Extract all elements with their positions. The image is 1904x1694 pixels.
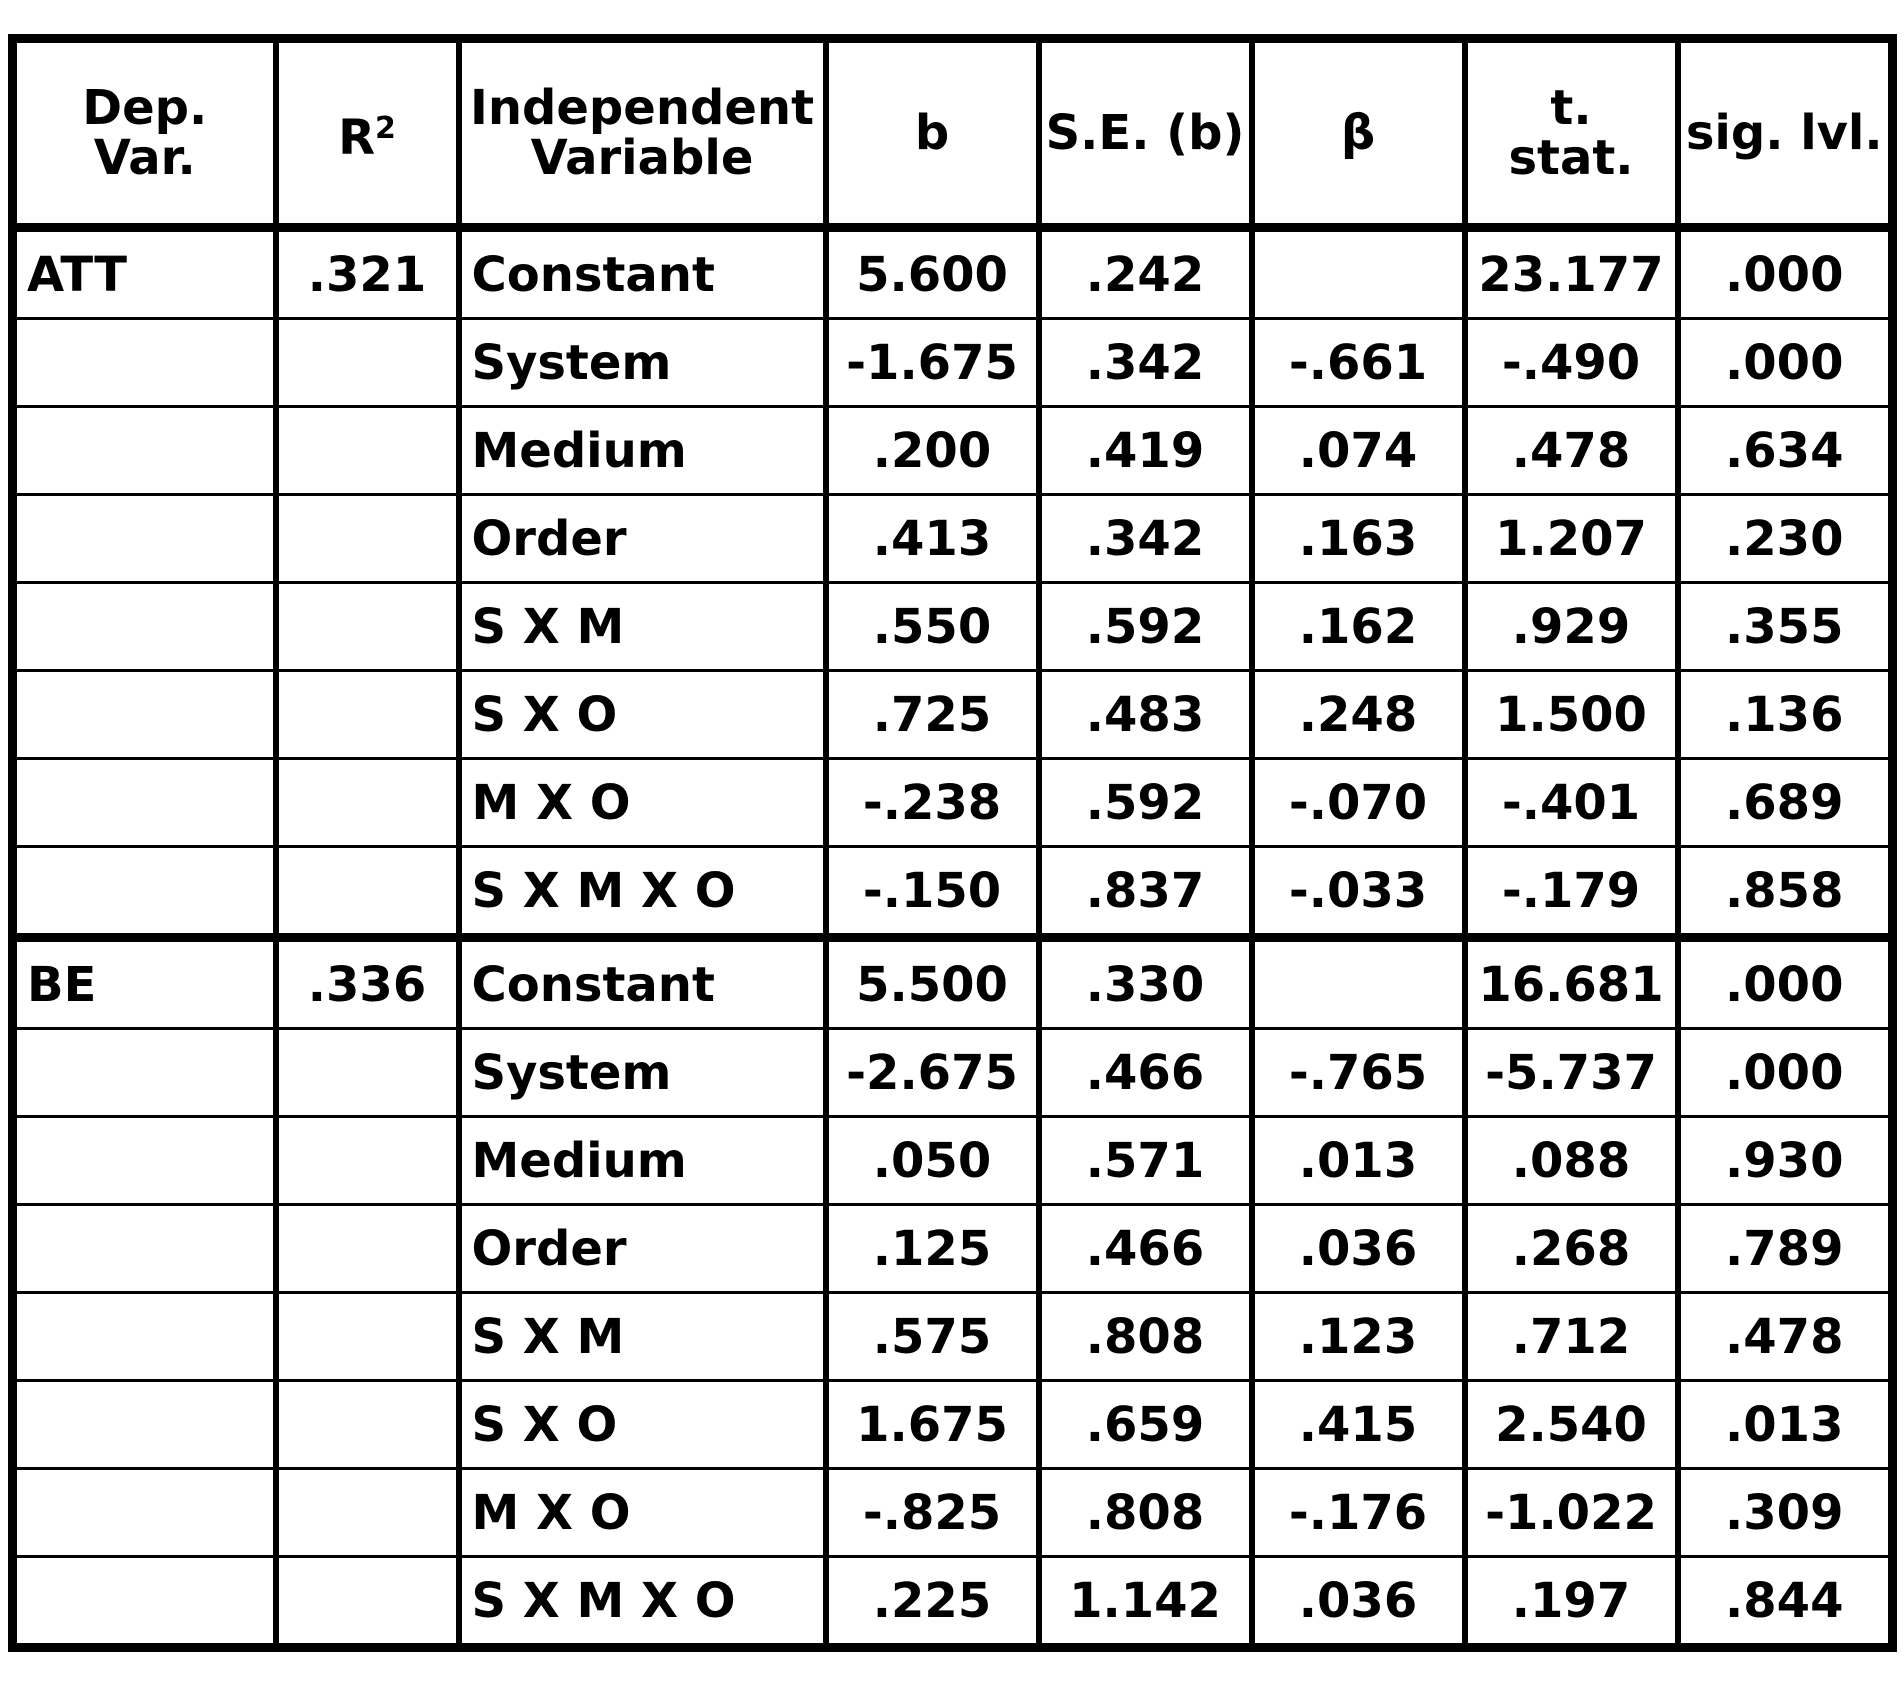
b-cell: .125 xyxy=(826,1205,1039,1293)
sig-lvl-cell: .136 xyxy=(1678,671,1893,759)
t-stat-cell: .929 xyxy=(1465,583,1678,671)
header-dep-var-line-2: Var. xyxy=(93,130,196,186)
sig-lvl-cell: .000 xyxy=(1678,1029,1893,1117)
se-b-cell: .466 xyxy=(1039,1029,1252,1117)
header-sig-lvl-label: sig. lvl. xyxy=(1685,105,1883,161)
table-row xyxy=(13,1117,1893,1205)
table-header xyxy=(13,39,1893,228)
independent-variable-cell: System xyxy=(459,319,826,407)
header-t-stat-line-2: stat. xyxy=(1508,130,1634,186)
se-b-cell: .808 xyxy=(1039,1469,1252,1557)
t-stat-cell: -5.737 xyxy=(1465,1029,1678,1117)
b-cell: .550 xyxy=(826,583,1039,671)
header-independent-variable-line-2: Variable xyxy=(530,130,754,186)
sig-lvl-cell: .844 xyxy=(1678,1557,1893,1648)
t-stat-cell: .197 xyxy=(1465,1557,1678,1648)
t-stat-cell: -.179 xyxy=(1465,847,1678,938)
r2-cell xyxy=(276,671,459,759)
header-sig-lvl xyxy=(1678,39,1893,228)
dep-var-cell xyxy=(13,583,276,671)
independent-variable-cell: Order xyxy=(459,1205,826,1293)
b-cell: .050 xyxy=(826,1117,1039,1205)
t-stat-cell: 16.681 xyxy=(1465,938,1678,1029)
table-row xyxy=(13,1381,1893,1469)
independent-variable-cell: System xyxy=(459,1029,826,1117)
independent-variable-cell: M X O xyxy=(459,1469,826,1557)
header-r2 xyxy=(276,39,459,228)
beta-cell xyxy=(1252,228,1465,319)
se-b-cell: .466 xyxy=(1039,1205,1252,1293)
dep-var-cell xyxy=(13,1117,276,1205)
se-b-cell: .837 xyxy=(1039,847,1252,938)
se-b-cell: .483 xyxy=(1039,671,1252,759)
sig-lvl-cell: .689 xyxy=(1678,759,1893,847)
dep-var-cell xyxy=(13,1381,276,1469)
table-row xyxy=(13,847,1893,938)
independent-variable-cell: Constant xyxy=(459,228,826,319)
table-row xyxy=(13,938,1893,1029)
header-t-stat xyxy=(1465,39,1678,228)
dep-var-cell xyxy=(13,1029,276,1117)
sig-lvl-cell: .634 xyxy=(1678,407,1893,495)
b-cell: .225 xyxy=(826,1557,1039,1648)
sig-lvl-cell: .013 xyxy=(1678,1381,1893,1469)
table-row xyxy=(13,759,1893,847)
se-b-cell: .808 xyxy=(1039,1293,1252,1381)
sig-lvl-cell: .230 xyxy=(1678,495,1893,583)
beta-cell: -.033 xyxy=(1252,847,1465,938)
beta-cell xyxy=(1252,938,1465,1029)
independent-variable-cell: S X O xyxy=(459,1381,826,1469)
table-row xyxy=(13,228,1893,319)
sig-lvl-cell: .930 xyxy=(1678,1117,1893,1205)
b-cell: .413 xyxy=(826,495,1039,583)
se-b-cell: .592 xyxy=(1039,759,1252,847)
t-stat-cell: -.401 xyxy=(1465,759,1678,847)
table-row xyxy=(13,1557,1893,1648)
dep-var-cell xyxy=(13,847,276,938)
r2-cell xyxy=(276,319,459,407)
table-row xyxy=(13,1205,1893,1293)
sig-lvl-cell: .000 xyxy=(1678,319,1893,407)
se-b-cell: .571 xyxy=(1039,1117,1252,1205)
independent-variable-cell: Constant xyxy=(459,938,826,1029)
header-independent-variable-line-1: Independent xyxy=(469,80,815,136)
t-stat-cell: 2.540 xyxy=(1465,1381,1678,1469)
table-row xyxy=(13,1029,1893,1117)
dep-var-cell: BE xyxy=(13,938,276,1029)
beta-cell: -.070 xyxy=(1252,759,1465,847)
header-se-b-label: S.E. (b) xyxy=(1045,105,1245,161)
header-beta-label: β xyxy=(1340,105,1376,161)
table-row xyxy=(13,583,1893,671)
r2-cell xyxy=(276,759,459,847)
b-cell: -.825 xyxy=(826,1469,1039,1557)
table-row xyxy=(13,671,1893,759)
r2-cell xyxy=(276,1381,459,1469)
header-beta xyxy=(1252,39,1465,228)
t-stat-cell: .268 xyxy=(1465,1205,1678,1293)
t-stat-cell: -.490 xyxy=(1465,319,1678,407)
dep-var-cell xyxy=(13,1557,276,1648)
header-b xyxy=(826,39,1039,228)
sig-lvl-cell: .355 xyxy=(1678,583,1893,671)
beta-cell: .163 xyxy=(1252,495,1465,583)
independent-variable-cell: Medium xyxy=(459,1117,826,1205)
r2-cell: .336 xyxy=(276,938,459,1029)
dep-var-cell xyxy=(13,407,276,495)
table-row xyxy=(13,319,1893,407)
beta-cell: -.661 xyxy=(1252,319,1465,407)
b-cell: -1.675 xyxy=(826,319,1039,407)
beta-cell: .036 xyxy=(1252,1557,1465,1648)
table-row xyxy=(13,1293,1893,1381)
r2-cell xyxy=(276,495,459,583)
dep-var-cell xyxy=(13,671,276,759)
header-b-label: b xyxy=(914,105,950,161)
dep-var-cell xyxy=(13,759,276,847)
r2-cell xyxy=(276,1205,459,1293)
se-b-cell: .342 xyxy=(1039,495,1252,583)
independent-variable-cell: Medium xyxy=(459,407,826,495)
t-stat-cell: .712 xyxy=(1465,1293,1678,1381)
beta-cell: .036 xyxy=(1252,1205,1465,1293)
b-cell: 1.675 xyxy=(826,1381,1039,1469)
se-b-cell: .592 xyxy=(1039,583,1252,671)
r2-cell xyxy=(276,847,459,938)
se-b-cell: 1.142 xyxy=(1039,1557,1252,1648)
beta-cell: .074 xyxy=(1252,407,1465,495)
b-cell: .725 xyxy=(826,671,1039,759)
independent-variable-cell: Order xyxy=(459,495,826,583)
r2-cell xyxy=(276,1029,459,1117)
dep-var-cell xyxy=(13,1293,276,1381)
se-b-cell: .330 xyxy=(1039,938,1252,1029)
header-t-stat-line-1: t. xyxy=(1550,80,1592,136)
header-se-b xyxy=(1039,39,1252,228)
r2-cell: .321 xyxy=(276,228,459,319)
t-stat-cell: -1.022 xyxy=(1465,1469,1678,1557)
b-cell: .575 xyxy=(826,1293,1039,1381)
table-row xyxy=(13,1469,1893,1557)
table-body xyxy=(13,228,1893,1648)
sig-lvl-cell: .858 xyxy=(1678,847,1893,938)
r2-cell xyxy=(276,1117,459,1205)
header-r2-base: R xyxy=(338,109,376,166)
r2-cell xyxy=(276,407,459,495)
header-dep-var-line-1: Dep. xyxy=(82,80,208,136)
b-cell: 5.600 xyxy=(826,228,1039,319)
sig-lvl-cell: .000 xyxy=(1678,228,1893,319)
sig-lvl-cell: .000 xyxy=(1678,938,1893,1029)
beta-cell: .248 xyxy=(1252,671,1465,759)
header-independent-variable xyxy=(459,39,826,228)
independent-variable-cell: M X O xyxy=(459,759,826,847)
independent-variable-cell: S X M X O xyxy=(459,847,826,938)
t-stat-cell: 23.177 xyxy=(1465,228,1678,319)
r2-cell xyxy=(276,1469,459,1557)
se-b-cell: .659 xyxy=(1039,1381,1252,1469)
independent-variable-cell: S X M X O xyxy=(459,1557,826,1648)
beta-cell: -.176 xyxy=(1252,1469,1465,1557)
regression-table xyxy=(8,34,1897,1652)
beta-cell: .415 xyxy=(1252,1381,1465,1469)
se-b-cell: .242 xyxy=(1039,228,1252,319)
header-row xyxy=(13,39,1893,228)
dep-var-cell xyxy=(13,1469,276,1557)
beta-cell: -.765 xyxy=(1252,1029,1465,1117)
header-dep-var xyxy=(13,39,276,228)
dep-var-cell xyxy=(13,319,276,407)
dep-var-cell xyxy=(13,495,276,583)
independent-variable-cell: S X M xyxy=(459,1293,826,1381)
b-cell: .200 xyxy=(826,407,1039,495)
sig-lvl-cell: .789 xyxy=(1678,1205,1893,1293)
beta-cell: .123 xyxy=(1252,1293,1465,1381)
b-cell: -2.675 xyxy=(826,1029,1039,1117)
independent-variable-cell: S X M xyxy=(459,583,826,671)
b-cell: -.150 xyxy=(826,847,1039,938)
independent-variable-cell: S X O xyxy=(459,671,826,759)
b-cell: 5.500 xyxy=(826,938,1039,1029)
dep-var-cell: ATT xyxy=(13,228,276,319)
beta-cell: .162 xyxy=(1252,583,1465,671)
t-stat-cell: 1.500 xyxy=(1465,671,1678,759)
sig-lvl-cell: .478 xyxy=(1678,1293,1893,1381)
se-b-cell: .342 xyxy=(1039,319,1252,407)
sig-lvl-cell: .309 xyxy=(1678,1469,1893,1557)
r2-cell xyxy=(276,1557,459,1648)
header-r2-superscript: 2 xyxy=(375,110,396,146)
t-stat-cell: .088 xyxy=(1465,1117,1678,1205)
r2-cell xyxy=(276,1293,459,1381)
dep-var-cell xyxy=(13,1205,276,1293)
t-stat-cell: 1.207 xyxy=(1465,495,1678,583)
table-row xyxy=(13,495,1893,583)
beta-cell: .013 xyxy=(1252,1117,1465,1205)
table-row xyxy=(13,407,1893,495)
r2-cell xyxy=(276,583,459,671)
se-b-cell: .419 xyxy=(1039,407,1252,495)
b-cell: -.238 xyxy=(826,759,1039,847)
t-stat-cell: .478 xyxy=(1465,407,1678,495)
